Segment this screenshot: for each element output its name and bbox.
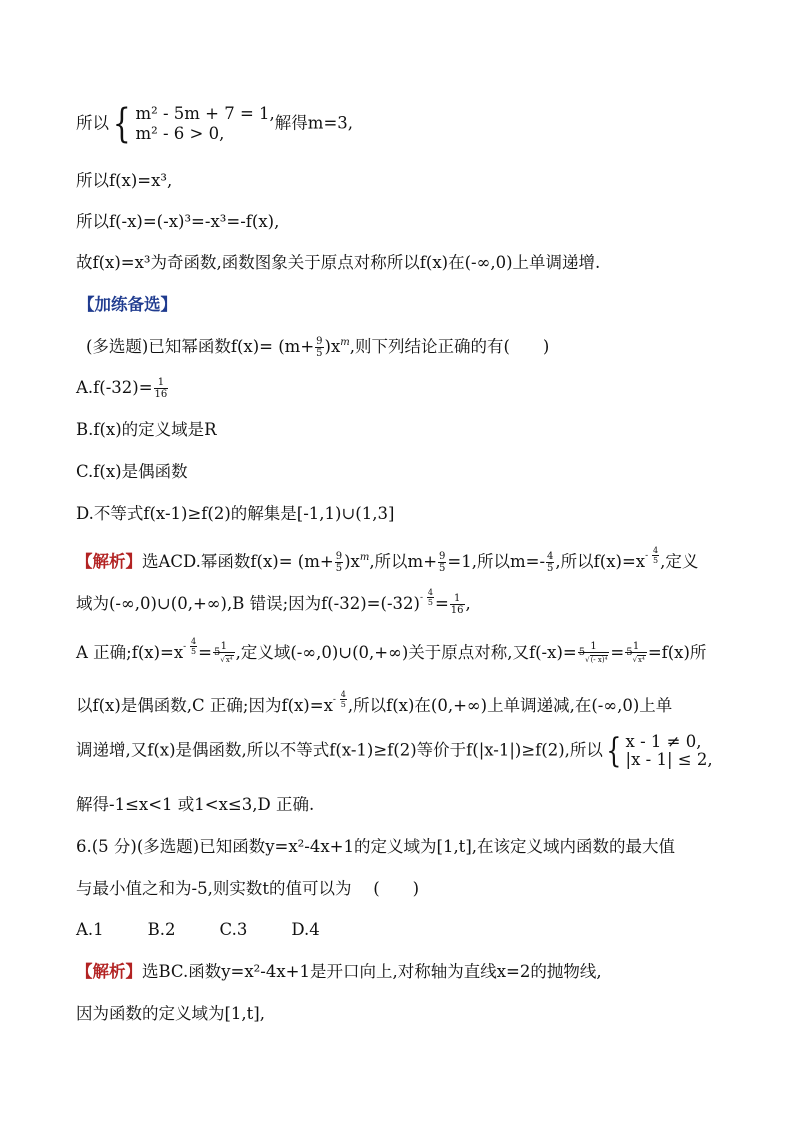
q5-option-d: D.不等式f(x-1)≥f(2)的解集是[-1,1)∪(1,3]	[76, 504, 395, 523]
fraction-1-16: $\frac{1}{16}$	[154, 377, 168, 400]
sol5-line-3: A 正确;f(x)=x- $\frac{4}{5}$ = $\frac{1}{^5√x^4}$ ,定义域(-∞,0)∪(0,+∞)关于原点对称,又f(-x)= $\frac{1}{^5√(- x)^4}$ = $\frac{1}{^5√x^4}$ =f(x)所	[76, 637, 707, 664]
q6-option-c: C.3	[219, 920, 248, 939]
q6-options	[76, 919, 320, 941]
solution-line-fx: 所以f(x)=x³,	[76, 171, 173, 190]
text-jiede: 解得	[274, 113, 308, 133]
left-brace: {	[112, 101, 131, 147]
equation-system	[135, 104, 274, 144]
text-suoyi: 所以	[76, 113, 109, 133]
result-m: m=3,	[307, 113, 354, 133]
q5-option-c: C.f(x)是偶函数	[76, 462, 188, 481]
analysis-tag-2: 【解析】	[76, 962, 142, 981]
sol6-line-2: 因为函数的定义域为[1,t],	[76, 1004, 265, 1023]
q5-stem: (多选题)已知幂函数f(x)= (m+ $\frac{9}{5}$ )$x^m$,则下列结论正确的有( )	[86, 336, 550, 359]
q6-option-a: A.1	[76, 920, 104, 939]
q5-option-b: B.f(x)的定义域是R	[76, 420, 217, 439]
fraction-9-5: $\frac{9}{5}$	[316, 336, 323, 359]
equation-1: m² - 5m + 7 = 1,	[135, 104, 275, 123]
sol5-line-5: 调递增,又f(x)是偶函数,所以不等式f(x-1)≥f(2)等价于f(|x-1|)≥f(2),所以{ x - 1 ≠ 0, |x - 1| ≤ 2,	[76, 731, 713, 771]
solution-line-fnegx: 所以f(-x)=(-x)³=-x³=-f(x),	[76, 212, 280, 231]
sol5-line-1: 【解析】选ACD.幂函数f(x)= (m+ $\frac{9}{5}$ )$x^m$,所以m+ $\frac{9}{5}$ =1,所以m=- $\frac{4}{5}$ ,所以f(x)=x- $\frac{4}{5}$ ,定义	[76, 546, 699, 574]
solution-line-conclusion: 故f(x)=x³为奇函数,函数图象关于原点对称所以f(x)在(-∞,0)上单调递增.	[76, 253, 601, 272]
q5-option-a: A.f(-32)= $\frac{1}{16}$	[76, 377, 168, 400]
sol5-line-4: 以f(x)是偶函数,C 正确;因为f(x)=x- $\frac{4}{5}$ ,所以f(x)在(0,+∞)上单调递减,在(-∞,0)上单	[76, 690, 673, 715]
sol5-line-2: 域为(-∞,0)∪(0,+∞),B 错误;因为f(-32)=(-32)- $\frac{4}{5}$ = $\frac{1}{16}$ ,	[76, 588, 471, 616]
q6-option-d: D.4	[291, 920, 320, 939]
q6-line-2: 与最小值之和为-5,则实数t的值可以为 ( )	[76, 879, 420, 898]
equation-2: m² - 6 > 0,	[135, 124, 225, 143]
q6-option-b: B.2	[147, 920, 176, 939]
analysis-tag: 【解析】	[76, 552, 142, 571]
practice-tag: 【加练备选】	[78, 295, 177, 314]
sol6-line-1: 【解析】选BC.函数y=x²-4x+1是开口向上,对称轴为直线x=2的抛物线,	[76, 962, 602, 981]
q6-line-1: 6.(5 分)(多选题)已知函数y=x²-4x+1的定义域为[1,t],在该定义域内函数的最大值	[76, 837, 675, 856]
solution-line-system	[76, 101, 354, 147]
sol5-line-6: 解得-1≤x<1 或1<x≤3,D 正确.	[76, 795, 315, 814]
